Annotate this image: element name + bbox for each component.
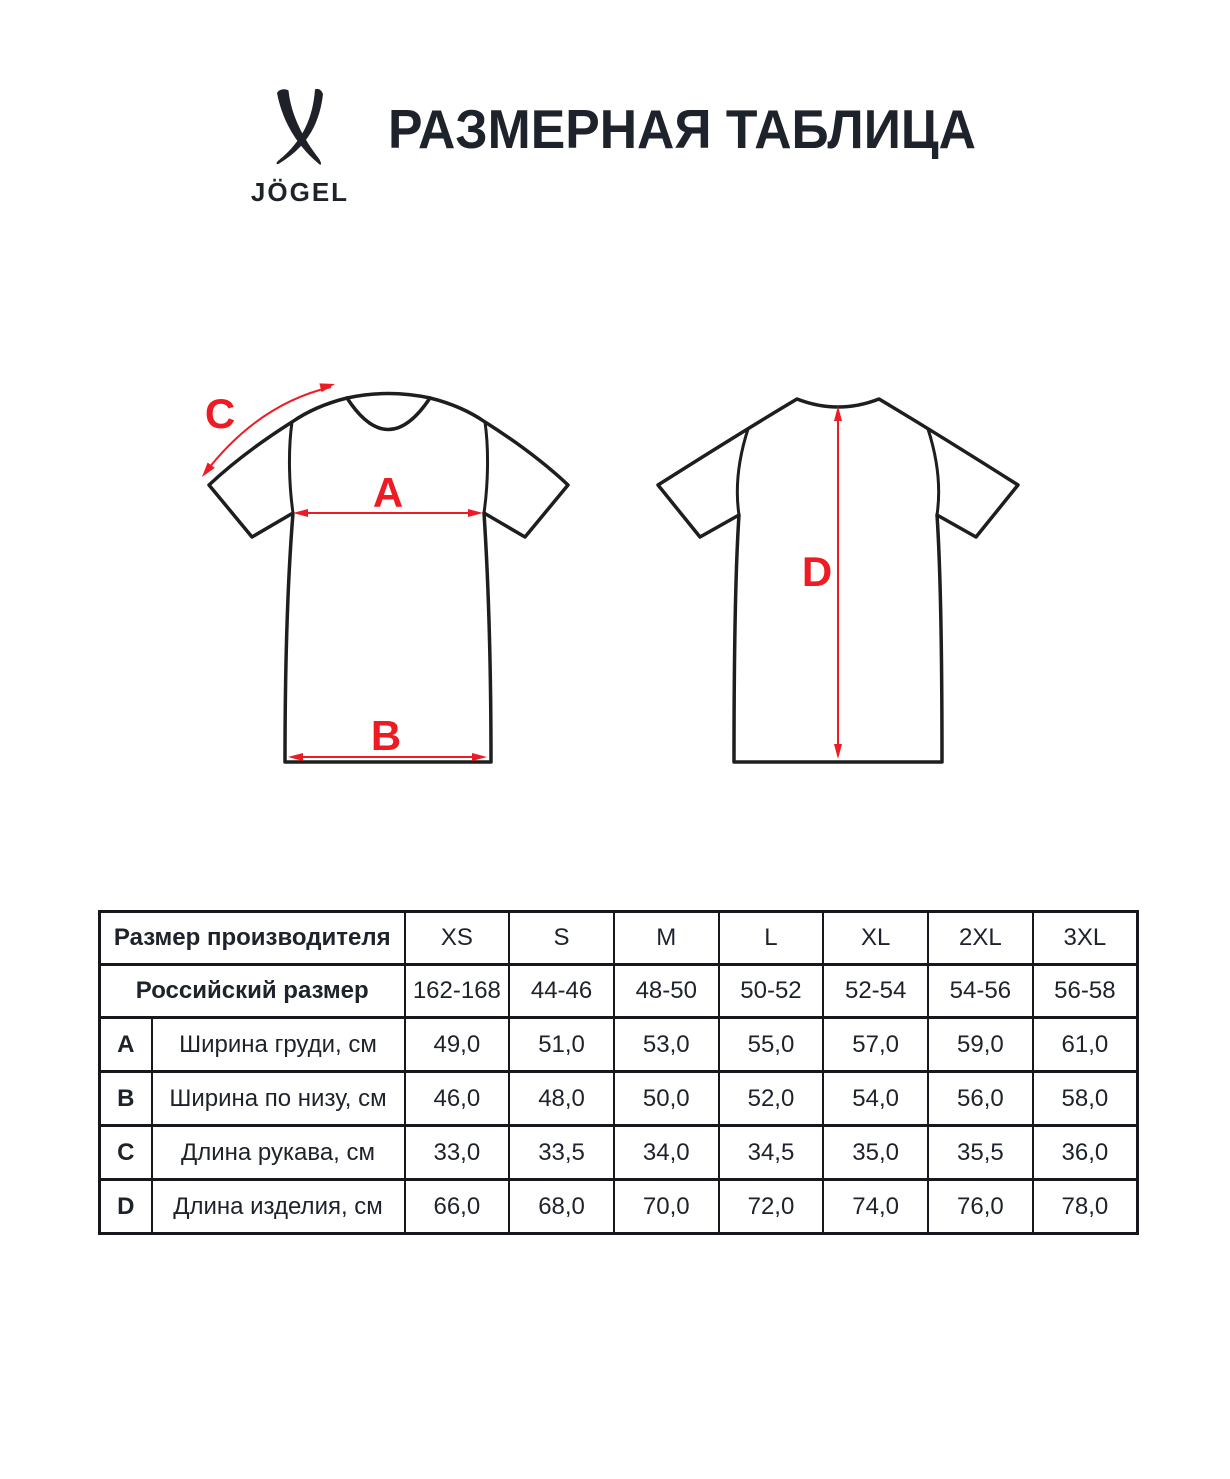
tshirt-measurement-diagram bbox=[0, 330, 1230, 810]
measure-name-cell: Ширина груди, см bbox=[152, 1018, 405, 1072]
value-cell: 49,0 bbox=[405, 1018, 510, 1072]
size-code-cell: L bbox=[719, 912, 824, 965]
value-cell: 66,0 bbox=[405, 1180, 510, 1234]
value-cell: 56,0 bbox=[928, 1072, 1033, 1126]
value-cell: 61,0 bbox=[1033, 1018, 1138, 1072]
size-code-cell: 3XL bbox=[1033, 912, 1138, 965]
russian-size-header: Российский размер bbox=[100, 965, 405, 1018]
value-cell: 51,0 bbox=[509, 1018, 614, 1072]
value-cell: 53,0 bbox=[614, 1018, 719, 1072]
table-row-chest-width bbox=[100, 1018, 1138, 1072]
table-row-sleeve-length bbox=[100, 1126, 1138, 1180]
table-row-garment-length bbox=[100, 1180, 1138, 1234]
value-cell: 35,5 bbox=[928, 1126, 1033, 1180]
russian-size-cell: 54-56 bbox=[928, 965, 1033, 1018]
value-cell: 54,0 bbox=[823, 1072, 928, 1126]
russian-size-cell: 44-46 bbox=[509, 965, 614, 1018]
value-cell: 48,0 bbox=[509, 1072, 614, 1126]
russian-size-cell: 56-58 bbox=[1033, 965, 1138, 1018]
size-table bbox=[98, 910, 1139, 1232]
russian-size-cell: 48-50 bbox=[614, 965, 719, 1018]
size-code-cell: 2XL bbox=[928, 912, 1033, 965]
russian-size-cell: 52-54 bbox=[823, 965, 928, 1018]
value-cell: 76,0 bbox=[928, 1180, 1033, 1234]
value-cell: 70,0 bbox=[614, 1180, 719, 1234]
value-cell: 36,0 bbox=[1033, 1126, 1138, 1180]
value-cell: 68,0 bbox=[509, 1180, 614, 1234]
value-cell: 50,0 bbox=[614, 1072, 719, 1126]
measure-label-d: D bbox=[801, 548, 833, 595]
table-row-manufacturer-size bbox=[100, 912, 1138, 965]
size-code-cell: XS bbox=[405, 912, 510, 965]
value-cell: 72,0 bbox=[719, 1180, 824, 1234]
page-title: РАЗМЕРНАЯ ТАБЛИЦА bbox=[388, 98, 976, 160]
measure-name-cell: Длина изделия, см bbox=[152, 1180, 405, 1234]
measure-letter-cell: A bbox=[100, 1018, 152, 1072]
russian-size-cell: 50-52 bbox=[719, 965, 824, 1018]
size-code-cell: XL bbox=[823, 912, 928, 965]
value-cell: 57,0 bbox=[823, 1018, 928, 1072]
value-cell: 74,0 bbox=[823, 1180, 928, 1234]
value-cell: 78,0 bbox=[1033, 1180, 1138, 1234]
size-code-cell: M bbox=[614, 912, 719, 965]
russian-size-cell: 162-168 bbox=[405, 965, 510, 1018]
value-cell: 55,0 bbox=[719, 1018, 824, 1072]
value-cell: 34,5 bbox=[719, 1126, 824, 1180]
measure-letter-cell: B bbox=[100, 1072, 152, 1126]
measure-letter-cell: C bbox=[100, 1126, 152, 1180]
size-code-cell: S bbox=[509, 912, 614, 965]
measure-letter-cell: D bbox=[100, 1180, 152, 1234]
measure-name-cell: Длина рукава, см bbox=[152, 1126, 405, 1180]
measure-name-cell: Ширина по низу, см bbox=[152, 1072, 405, 1126]
value-cell: 59,0 bbox=[928, 1018, 1033, 1072]
measure-label-c: C bbox=[204, 390, 236, 437]
manufacturer-size-header: Размер производителя bbox=[100, 912, 405, 965]
measure-label-a: A bbox=[372, 469, 404, 516]
brand-wordmark: JÖGEL bbox=[250, 177, 350, 207]
measure-label-b: B bbox=[370, 712, 402, 759]
value-cell: 52,0 bbox=[719, 1072, 824, 1126]
value-cell: 35,0 bbox=[823, 1126, 928, 1180]
value-cell: 33,5 bbox=[509, 1126, 614, 1180]
value-cell: 34,0 bbox=[614, 1126, 719, 1180]
value-cell: 58,0 bbox=[1033, 1072, 1138, 1126]
table-row-bottom-width bbox=[100, 1072, 1138, 1126]
tshirt-front-outline bbox=[209, 394, 568, 763]
jogel-logo-icon bbox=[274, 87, 326, 169]
table-row-russian-size bbox=[100, 965, 1138, 1018]
value-cell: 46,0 bbox=[405, 1072, 510, 1126]
value-cell: 33,0 bbox=[405, 1126, 510, 1180]
